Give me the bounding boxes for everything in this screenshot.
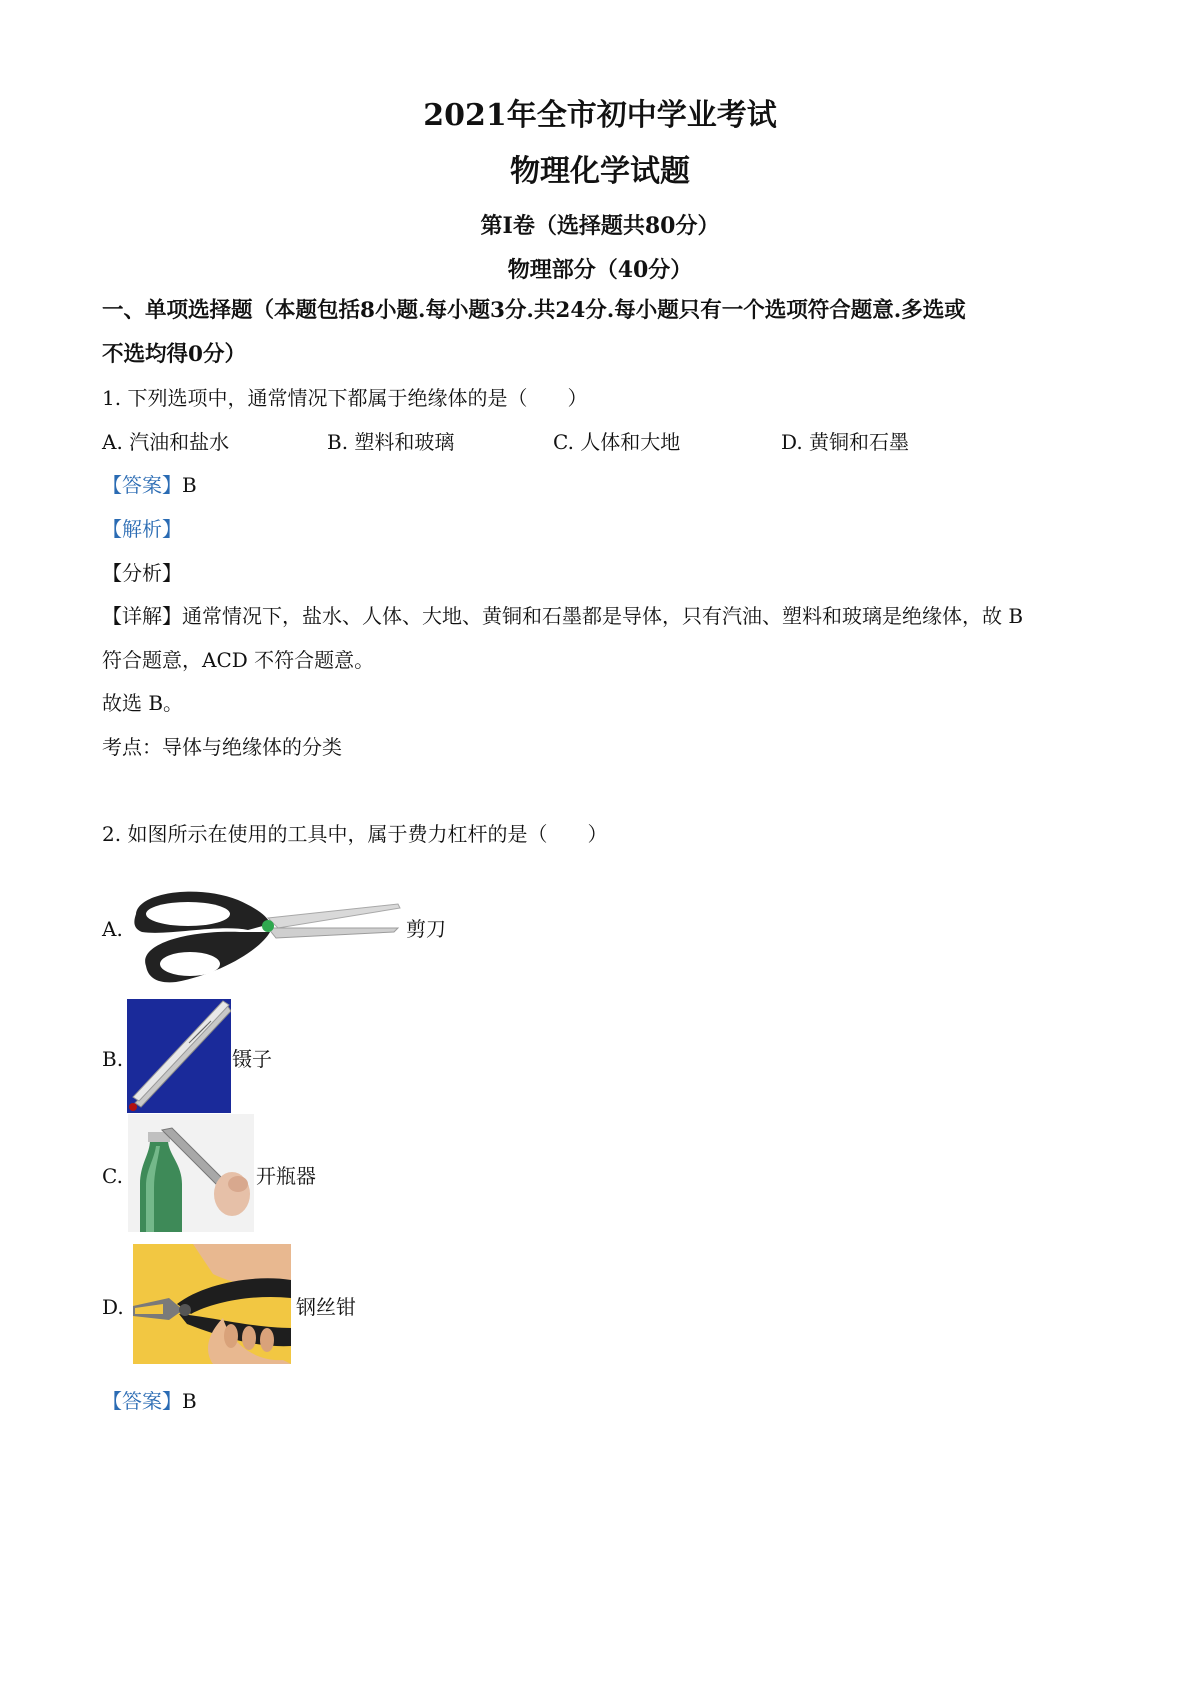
- bottle-opener-image: [128, 1114, 254, 1232]
- volume-subtitle: 第Ⅰ卷（选择题共80分）: [480, 213, 720, 239]
- fenxi-tag: 【分析】: [102, 561, 182, 585]
- pliers-image: [133, 1244, 291, 1364]
- q1-option-b: B. 塑料和玻璃: [327, 430, 455, 454]
- q1-option-d: D. 黄铜和石墨: [781, 430, 910, 454]
- paper-title: 物理化学试题: [510, 154, 690, 189]
- q2-option-a-letter: A.: [102, 917, 123, 941]
- q2-answer: [102, 1389, 197, 1413]
- q2-option-c-label: 开瓶器: [256, 1164, 316, 1188]
- answer-tag: 【答案】: [102, 1389, 182, 1413]
- q2-option-b-label: 镊子: [232, 1047, 272, 1071]
- q2-option-b-letter: B.: [102, 1047, 124, 1071]
- section-title: 物理部分（40分）: [507, 257, 693, 283]
- q1-detail: 【详解】通常情况下，盐水、人体、大地、黄铜和石墨都是导体，只有汽油、塑料和玻璃是绝缘体，故 B: [102, 604, 1024, 628]
- q1-kaodian: 考点：导体与绝缘体的分类: [102, 735, 342, 759]
- part-heading-cont: 不选均得0分）: [102, 342, 246, 367]
- q1-option-c: C. 人体和大地: [553, 430, 681, 454]
- part-heading: 一、单项选择题（本题包括8小题.每小题3分.共24分.每小题只有一个选项符合题意.多选或: [102, 298, 966, 323]
- q1-answer: [102, 473, 197, 497]
- question-2-stem: 2. 如图所示在使用的工具中，属于费力杠杆的是（ ）: [102, 822, 608, 846]
- q1-option-a: A. 汽油和盐水: [102, 430, 230, 454]
- q2-option-a-label: 剪刀: [406, 917, 446, 941]
- answer-value: B: [182, 1389, 197, 1413]
- analysis-tag: 【解析】: [102, 517, 182, 541]
- answer-tag: 【答案】: [102, 473, 182, 497]
- answer-value: B: [182, 473, 197, 497]
- q2-option-d-letter: D.: [102, 1295, 124, 1319]
- q2-option-d-label: 钢丝钳: [296, 1295, 356, 1319]
- q1-detail-cont: 符合题意，ACD 不符合题意。: [102, 648, 375, 672]
- q1-choose: 故选 B。: [102, 691, 184, 715]
- q2-option-c-letter: C.: [102, 1164, 123, 1188]
- question-1-stem: 1. 下列选项中，通常情况下都属于绝缘体的是（ ）: [102, 386, 588, 410]
- exam-title: 2021年全市初中学业考试: [423, 98, 777, 133]
- tweezers-image: [127, 999, 231, 1113]
- scissors-image: [128, 884, 403, 990]
